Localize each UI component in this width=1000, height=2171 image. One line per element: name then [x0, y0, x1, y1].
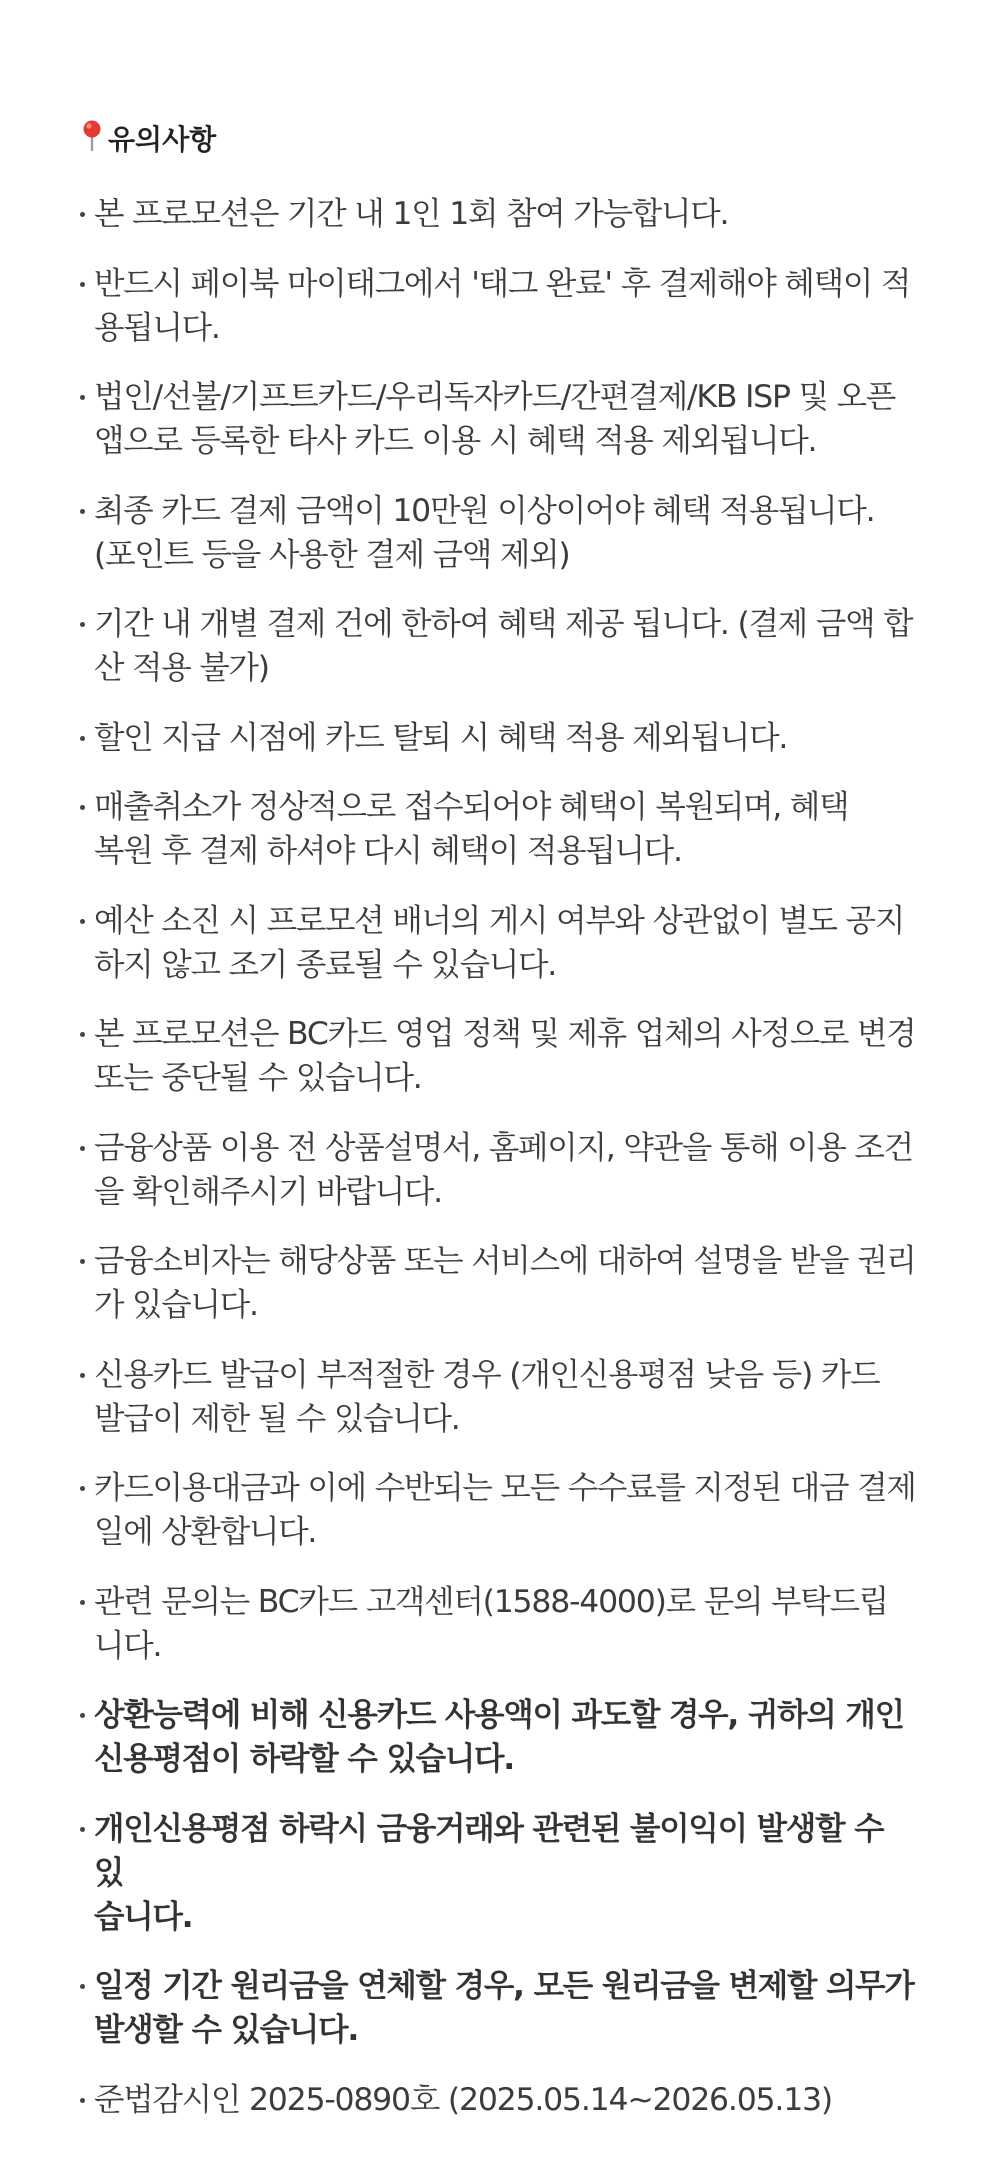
notice-heading	[80, 118, 920, 158]
bullet-dot-icon	[80, 1032, 85, 1037]
notice-list-item	[80, 489, 920, 577]
notice-list-item	[80, 716, 920, 760]
bullet-dot-icon	[80, 395, 85, 400]
notice-item-text: 금융소비자는 해당상품 또는 서비스에 대하여 설명을 받을 권리 가 있습니다.	[94, 1243, 916, 1323]
bullet-dot-icon	[80, 282, 85, 287]
notice-list-item	[80, 1807, 920, 1939]
notice-list-item	[80, 1239, 920, 1327]
notice-item-text: 카드이용대금과 이에 수반되는 모든 수수료를 지정된 대금 결제 일에 상환합니다.	[94, 1470, 916, 1550]
bullet-dot-icon	[80, 1984, 85, 1989]
notice-item-text: 관련 문의는 BC카드 고객센터(1588-4000)로 문의 부탁드립 니다.	[94, 1583, 888, 1664]
notice-list-item	[80, 262, 920, 350]
notice-list-item	[80, 1964, 920, 2052]
notice-list	[80, 192, 920, 2122]
bullet-dot-icon	[80, 805, 85, 810]
notice-item-text: 신용카드 발급이 부적절한 경우 (개인신용평점 낮음 등) 카드 발급이 제한 될 수 있습니다.	[94, 1356, 880, 1437]
notice-list-item	[80, 192, 920, 236]
notice-list-item	[80, 2078, 920, 2122]
notice-list-item	[80, 1012, 920, 1100]
notice-list-item	[80, 785, 920, 873]
bullet-dot-icon	[80, 1600, 85, 1605]
notice-list-item	[80, 899, 920, 987]
notice-list-item	[80, 375, 920, 463]
notice-item-text: 준법감시인 2025-0890호 (2025.05.14~2026.05.13)	[94, 2081, 832, 2118]
notice-item-text: 금융상품 이용 전 상품설명서, 홈페이지, 약관을 통해 이용 조건 을 확인해주시기 바랍니다.	[94, 1129, 913, 1210]
bullet-dot-icon	[80, 1827, 85, 1832]
notice-list-item	[80, 1693, 920, 1781]
notice-item-text: 최종 카드 결제 금액이 10만원 이상이어야 혜택 적용됩니다. (포인트 등을 사용한 결제 금액 제외)	[94, 492, 875, 573]
bullet-dot-icon	[80, 1259, 85, 1264]
notice-item-text: 매출취소가 정상적으로 접수되어야 혜택이 복원되며, 혜택 복원 후 결제 하셔야 다시 혜택이 적용됩니다.	[94, 789, 849, 869]
bullet-dot-icon	[80, 736, 85, 741]
notice-list-item	[80, 1126, 920, 1214]
notice-item-text: 법인/선불/기프트카드/우리독자카드/간편결제/KB ISP 및 오픈 앱으로 등록한 타사 카드 이용 시 혜택 적용 제외됩니다.	[94, 379, 896, 459]
bullet-dot-icon	[80, 1713, 85, 1718]
notice-list-item	[80, 602, 920, 690]
notice-list-item	[80, 1353, 920, 1441]
notice-list-item	[80, 1466, 920, 1554]
notice-item-text: 일정 기간 원리금을 연체할 경우, 모든 원리금을 변제할 의무가 발생할 수 있습니다.	[94, 1968, 914, 2048]
notice-item-text: 예산 소진 시 프로모션 배너의 게시 여부와 상관없이 별도 공지 하지 않고 조기 종료될 수 있습니다.	[94, 902, 905, 983]
notice-item-text: 상환능력에 비해 신용카드 사용액이 과도할 경우, 귀하의 개인 신용평점이 하락할 수 있습니다.	[94, 1697, 904, 1777]
bullet-dot-icon	[80, 1146, 85, 1151]
bullet-dot-icon	[80, 212, 85, 217]
bullet-dot-icon	[80, 1486, 85, 1491]
bullet-dot-icon	[80, 2098, 85, 2103]
notice-item-text: 기간 내 개별 결제 건에 한하여 혜택 제공 됩니다. (결제 금액 합 산 적용 불가)	[94, 606, 913, 686]
bullet-dot-icon	[80, 509, 85, 514]
notice-list-item	[80, 1580, 920, 1668]
notice-item-text: 본 프로모션은 BC카드 영업 정책 및 제휴 업체의 사정으로 변경 또는 중단될 수 있습니다.	[94, 1016, 916, 1096]
bullet-dot-icon	[80, 622, 85, 627]
bullet-dot-icon	[80, 919, 85, 924]
round-pushpin-icon	[80, 119, 106, 153]
notice-item-text: 할인 지급 시점에 카드 탈퇴 시 혜택 적용 제외됩니다.	[94, 719, 788, 756]
notice-item-text: 본 프로모션은 기간 내 1인 1회 참여 가능합니다.	[94, 196, 729, 232]
bullet-dot-icon	[80, 1373, 85, 1378]
notice-item-text: 반드시 페이북 마이태그에서 '태그 완료' 후 결제해야 혜택이 적 용됩니다.	[94, 265, 911, 346]
notice-heading-text: 유의사항	[108, 123, 217, 156]
notice-item-text: 개인신용평점 하락시 금융거래와 관련된 불이익이 발생할 수 있 습니다.	[94, 1810, 884, 1935]
